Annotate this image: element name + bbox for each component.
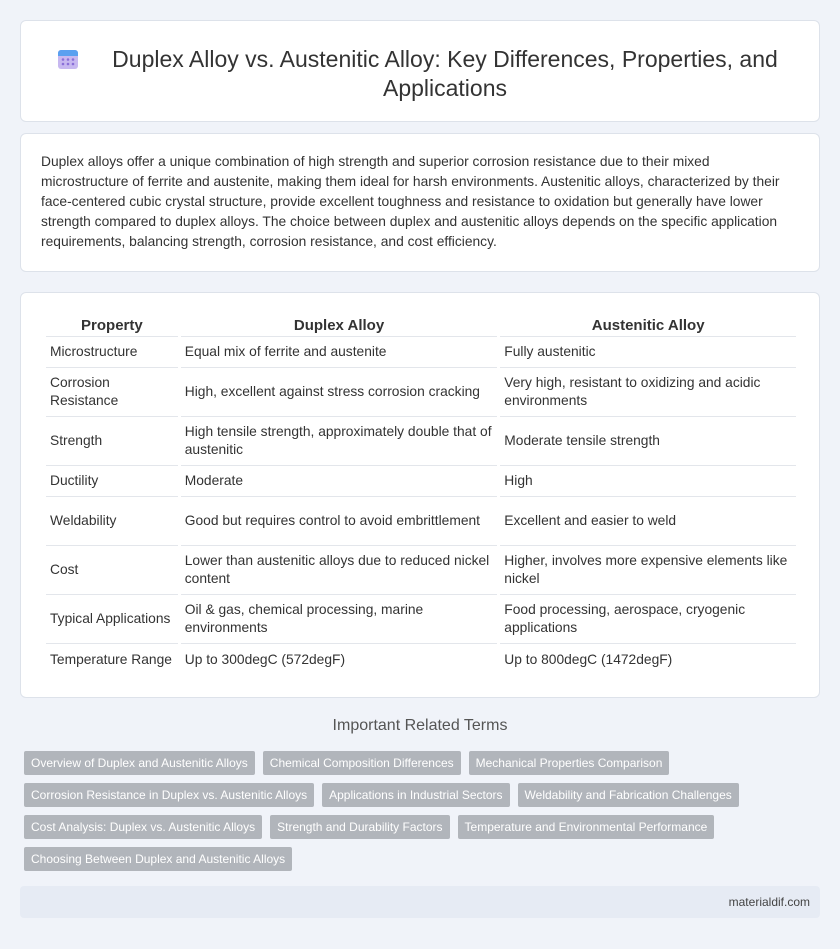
cell-austenitic: Excellent and easier to weld [500, 497, 796, 546]
table-row [46, 595, 796, 644]
cell-austenitic: Very high, resistant to oxidizing and acidic environments [500, 368, 796, 417]
table-row [46, 644, 796, 675]
comparison-table [43, 313, 799, 675]
table-row [46, 417, 796, 466]
comparison-table-card [20, 292, 820, 698]
cell-property: Ductility [46, 466, 178, 497]
cell-duplex: High tensile strength, approximately double that of austenitic [181, 417, 498, 466]
cell-duplex: Oil & gas, chemical processing, marine environments [181, 595, 498, 644]
table-row [46, 466, 796, 497]
cell-austenitic: High [500, 466, 796, 497]
cell-property: Strength [46, 417, 178, 466]
table-row [46, 337, 796, 368]
related-term-tag[interactable]: Corrosion Resistance in Duplex vs. Austenitic Alloys [24, 783, 314, 807]
cell-austenitic: Fully austenitic [500, 337, 796, 368]
table-row [46, 368, 796, 417]
cell-property: Temperature Range [50, 651, 172, 667]
cell-duplex: Up to 300degC (572degF) [184, 651, 346, 667]
calendar-icon [56, 47, 80, 71]
cell-austenitic: Higher, involves more expensive elements like nickel [500, 546, 796, 595]
cell-property: Microstructure [46, 337, 178, 368]
related-term-tag[interactable]: Chemical Composition Differences [263, 751, 461, 775]
cell-austenitic: Up to 800degC (1472degF) [504, 651, 673, 667]
footer-site-link[interactable]: materialdif.com [728, 895, 810, 909]
related-term-tag[interactable]: Strength and Durability Factors [270, 815, 449, 839]
related-term-tag[interactable]: Cost Analysis: Duplex vs. Austenitic Alloys [24, 815, 262, 839]
related-term-tag[interactable]: Mechanical Properties Comparison [469, 751, 670, 775]
cell-austenitic: Moderate tensile strength [500, 417, 796, 466]
cell-duplex: Equal mix of ferrite and austenite [181, 337, 498, 368]
header-property: Property [46, 313, 178, 337]
related-term-tag[interactable]: Applications in Industrial Sectors [322, 783, 509, 807]
title-card [20, 20, 820, 122]
cell-property: Weldability [46, 497, 178, 546]
cell-duplex: Moderate [181, 466, 498, 497]
cell-duplex: Good but requires control to avoid embrittlement [181, 497, 498, 546]
page-title: Duplex Alloy vs. Austenitic Alloy: Key Differences, Properties, and Applications [112, 46, 778, 101]
header-austenitic: Austenitic Alloy [500, 313, 796, 337]
footer [20, 886, 820, 918]
related-terms-title: Important Related Terms [332, 717, 508, 734]
related-term-tag[interactable]: Weldability and Fabrication Challenges [518, 783, 739, 807]
related-terms-list [24, 751, 824, 879]
cell-property: Corrosion Resistance [46, 368, 178, 417]
intro-paragraph: Duplex alloys offer a unique combination of high strength and superior corrosion resistance due to their mixed microstructure of ferrite and austenite, making them ideal for harsh environments. Austenitic alloys, characterized by their face-centered cubic crystal structure, provide excellent toughness and resistance to oxidation but generally have lower strength compared to duplex alloys. The choice between duplex and austenitic alloys depends on the specific application requirements, balancing strength, corrosion resistance, and cost efficiency. [41, 154, 780, 249]
cell-property: Typical Applications [46, 595, 178, 644]
cell-duplex: High, excellent against stress corrosion cracking [181, 368, 498, 417]
cell-duplex: Lower than austenitic alloys due to reduced nickel content [181, 546, 498, 595]
related-term-tag[interactable]: Choosing Between Duplex and Austenitic Alloys [24, 847, 292, 871]
table-row [46, 546, 796, 595]
intro-card [20, 133, 820, 272]
related-term-tag[interactable]: Overview of Duplex and Austenitic Alloys [24, 751, 255, 775]
header-duplex: Duplex Alloy [181, 313, 498, 337]
table-row [46, 497, 796, 546]
cell-property: Cost [46, 546, 178, 595]
related-term-tag[interactable]: Temperature and Environmental Performance [458, 815, 715, 839]
cell-austenitic: Food processing, aerospace, cryogenic applications [500, 595, 796, 644]
